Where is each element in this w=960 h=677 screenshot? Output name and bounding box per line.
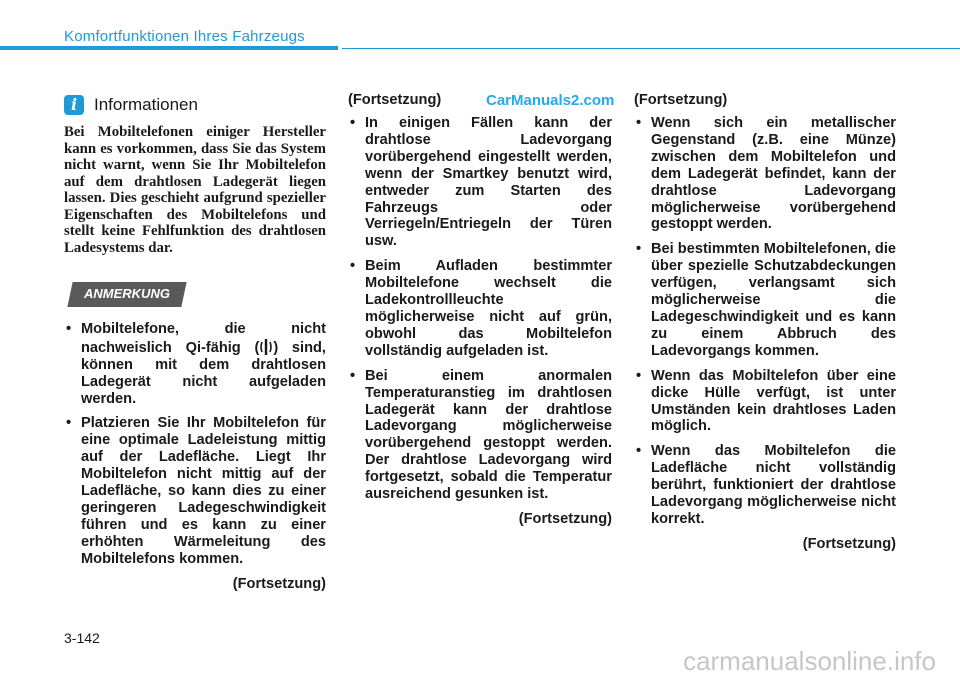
info-title: Informationen (94, 94, 198, 114)
continued-label: (Fortsetzung) (518, 510, 612, 527)
info-heading (64, 92, 326, 118)
list-item: • Bei einem anormalen Temperaturanstieg im drahtlosen Ladegerät kann der drahtlose Ladevorgang möglicherweise vorübergehend gestoppt werden. Der drahtlose Ladevorgang wird fortgesetzt, sobald die Temperatur ausreichend gesunken ist. (348, 368, 612, 503)
note-list (634, 115, 896, 528)
info-paragraph: Bei Mobiltelefonen einiger Hersteller kann es vorkommen, dass Sie das System nicht warnt, wenn Sie Ihr Mobiltelefon auf dem drahtlosen Ladegerät liegen lassen. Dies geschieht aufgrund spezieller Eigenschaften des Mobiltelefons und stellt keine Fehlfunktion des drahtlosen Ladesystems dar. (64, 124, 326, 256)
list-item-text: Mobiltelefone, die nicht nachweislich Qi-fähig ( (81, 320, 326, 356)
header-rule-thin (342, 48, 960, 49)
header-title: Komfortfunktionen Ihres Fahrzeugs (64, 28, 305, 45)
note-badge (67, 282, 186, 307)
list-item: • Bei bestimmten Mobiltelefonen, die über spezielle Schutzabdeckungen verfügen, verlangsamt sich möglicherweise die Ladegeschwindigkeit und es kann zu einem Abbruch des Ladevorgangs kommen. (634, 241, 896, 359)
header-rule-thick (0, 46, 338, 50)
list-item: • Wenn das Mobiltelefon die Ladefläche nicht vollständig berührt, funktioniert der drahtlose Ladevorgang möglicherweise nicht korrekt. (634, 443, 896, 528)
list-item: • In einigen Fällen kann der drahtlose Ladevorgang vorübergehend eingestellt werden, wenn der Smartkey benutzt wird, entweder zum Starten des Fahrzeugs oder Verriegeln/Entriegeln der Türen usw. (348, 115, 612, 250)
qi-charging-icon (259, 338, 273, 356)
watermark: CarManuals2.com (486, 92, 615, 109)
list-item: • Wenn sich ein metallischer Gegenstand (z.B. eine Münze) zwischen dem Mobiltelefon und dem Ladegerät befindet, kann der drahtlose Ladevorgang möglicherweise vorübergehend gestoppt werden. (634, 115, 896, 233)
list-item: • Beim Aufladen bestimmter Mobiltelefone wechselt die Ladekontrollleuchte möglicherweise nicht auf grün, obwohl das Mobiltelefon vollständig aufgeladen ist. (348, 258, 612, 359)
list-item: • Platzieren Sie Ihr Mobiltelefon für eine optimale Ladeleistung mittig auf der Ladefläche. Liegt Ihr Mobiltelefon nicht mittig auf der Ladefläche, so kann dies zu einer geringeren Ladegeschwindigkeit führen und es kann zu einer erhöhten Wärmeleitung des Mobiltelefons kommen. (64, 415, 326, 567)
continued-heading: (Fortsetzung) (634, 92, 728, 108)
column-left (64, 92, 326, 593)
column-right (634, 92, 896, 553)
continued-heading: (Fortsetzung) (348, 92, 442, 108)
note-badge-label: ANMERKUNG (84, 286, 170, 301)
column-middle (348, 92, 615, 528)
continued-label: (Fortsetzung) (232, 575, 326, 592)
info-icon: i (64, 95, 84, 115)
list-item-text: ) sind, können mit dem drahtlosen Ladegerät nicht aufgeladen werden. (81, 339, 326, 407)
list-item: • Wenn das Mobiltelefon über eine dicke Hülle verfügt, ist unter Umständen kein drahtloses Laden möglich. (634, 368, 896, 436)
footer-watermark: carmanualsonline.info (683, 646, 936, 676)
continued-label: (Fortsetzung) (802, 535, 896, 552)
note-list (64, 321, 326, 568)
page-number: 3-142 (64, 630, 100, 646)
list-item (64, 321, 326, 408)
note-list (348, 115, 612, 503)
